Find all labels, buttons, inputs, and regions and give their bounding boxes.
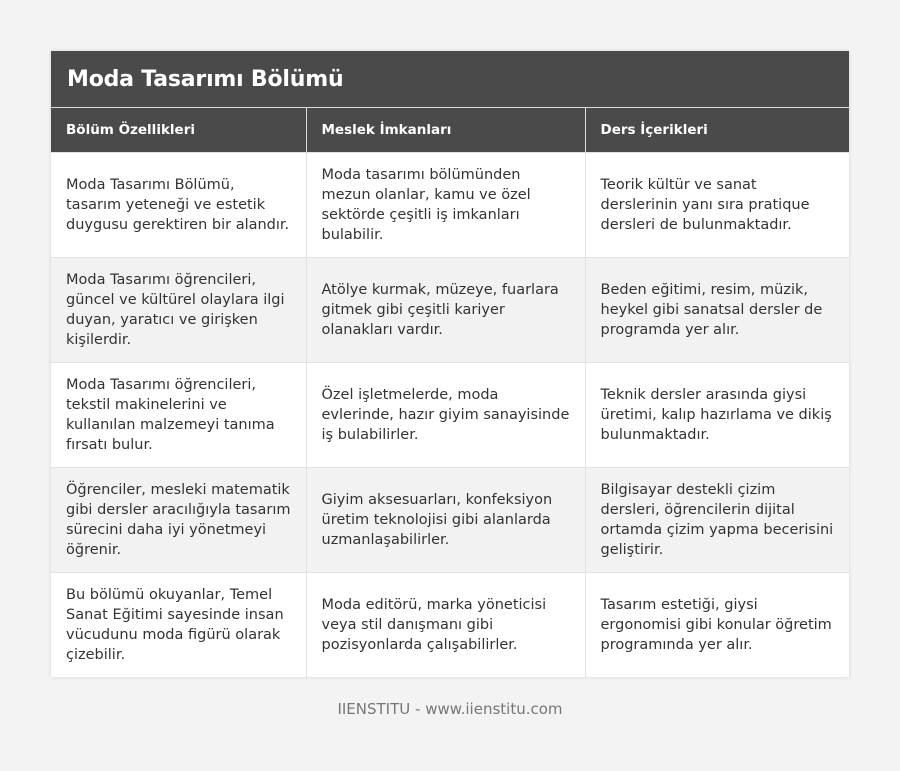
column-header-meslek-imkanlari: Meslek İmkanları — [306, 108, 585, 152]
table-cell: Beden eğitimi, resim, müzik, heykel gibi sanatsal dersler de programda yer alır. — [585, 257, 849, 362]
table-cell: Moda tasarımı bölümünden mezun olanlar, kamu ve özel sektörde çeşitli iş imkanları bulabilir. — [306, 152, 585, 257]
title-bar — [51, 51, 849, 108]
info-table — [51, 108, 849, 677]
table-row — [51, 152, 849, 257]
column-header-ders-icerikleri: Ders İçerikleri — [585, 108, 849, 152]
footer-credit: IIENSTITU - www.iienstitu.com — [337, 700, 563, 718]
table-row — [51, 467, 849, 572]
table-cell: Özel işletmelerde, moda evlerinde, hazır giyim sanayisinde iş bulabilirler. — [306, 362, 585, 467]
table-cell: Giyim aksesuarları, konfeksiyon üretim teknolojisi gibi alanlarda uzmanlaşabilirler. — [306, 467, 585, 572]
column-header-bolum-ozellikleri: Bölüm Özellikleri — [51, 108, 306, 152]
table-cell: Öğrenciler, mesleki matematik gibi dersler aracılığıyla tasarım sürecini daha iyi yönetmeyi öğrenir. — [51, 467, 306, 572]
table-cell: Moda editörü, marka yöneticisi veya stil danışmanı gibi pozisyonlarda çalışabilirler. — [306, 572, 585, 677]
table-cell: Bilgisayar destekli çizim dersleri, öğrencilerin dijital ortamda çizim yapma becerisini geliştirir. — [585, 467, 849, 572]
table-cell: Atölye kurmak, müzeye, fuarlara gitmek gibi çeşitli kariyer olanakları vardır. — [306, 257, 585, 362]
table-cell: Teorik kültür ve sanat derslerinin yanı sıra pratique dersleri de bulunmaktadır. — [585, 152, 849, 257]
table-card — [51, 51, 849, 677]
table-header-row — [51, 108, 849, 152]
table-cell: Bu bölümü okuyanlar, Temel Sanat Eğitimi sayesinde insan vücudunu moda figürü olarak çizebilir. — [51, 572, 306, 677]
table-cell: Moda Tasarımı Bölümü, tasarım yeteneği ve estetik duygusu gerektiren bir alandır. — [51, 152, 306, 257]
table-cell: Moda Tasarımı öğrencileri, güncel ve kültürel olaylara ilgi duyan, yaratıcı ve girişken kişilerdir. — [51, 257, 306, 362]
table-row — [51, 362, 849, 467]
table-cell: Moda Tasarımı öğrencileri, tekstil makinelerini ve kullanılan malzemeyi tanıma fırsatı bulur. — [51, 362, 306, 467]
table-row — [51, 572, 849, 677]
table-cell: Tasarım estetiği, giysi ergonomisi gibi konular öğretim programında yer alır. — [585, 572, 849, 677]
page-title: Moda Tasarımı Bölümü — [67, 66, 344, 92]
table-row — [51, 257, 849, 362]
table-cell: Teknik dersler arasında giysi üretimi, kalıp hazırlama ve dikiş bulunmaktadır. — [585, 362, 849, 467]
